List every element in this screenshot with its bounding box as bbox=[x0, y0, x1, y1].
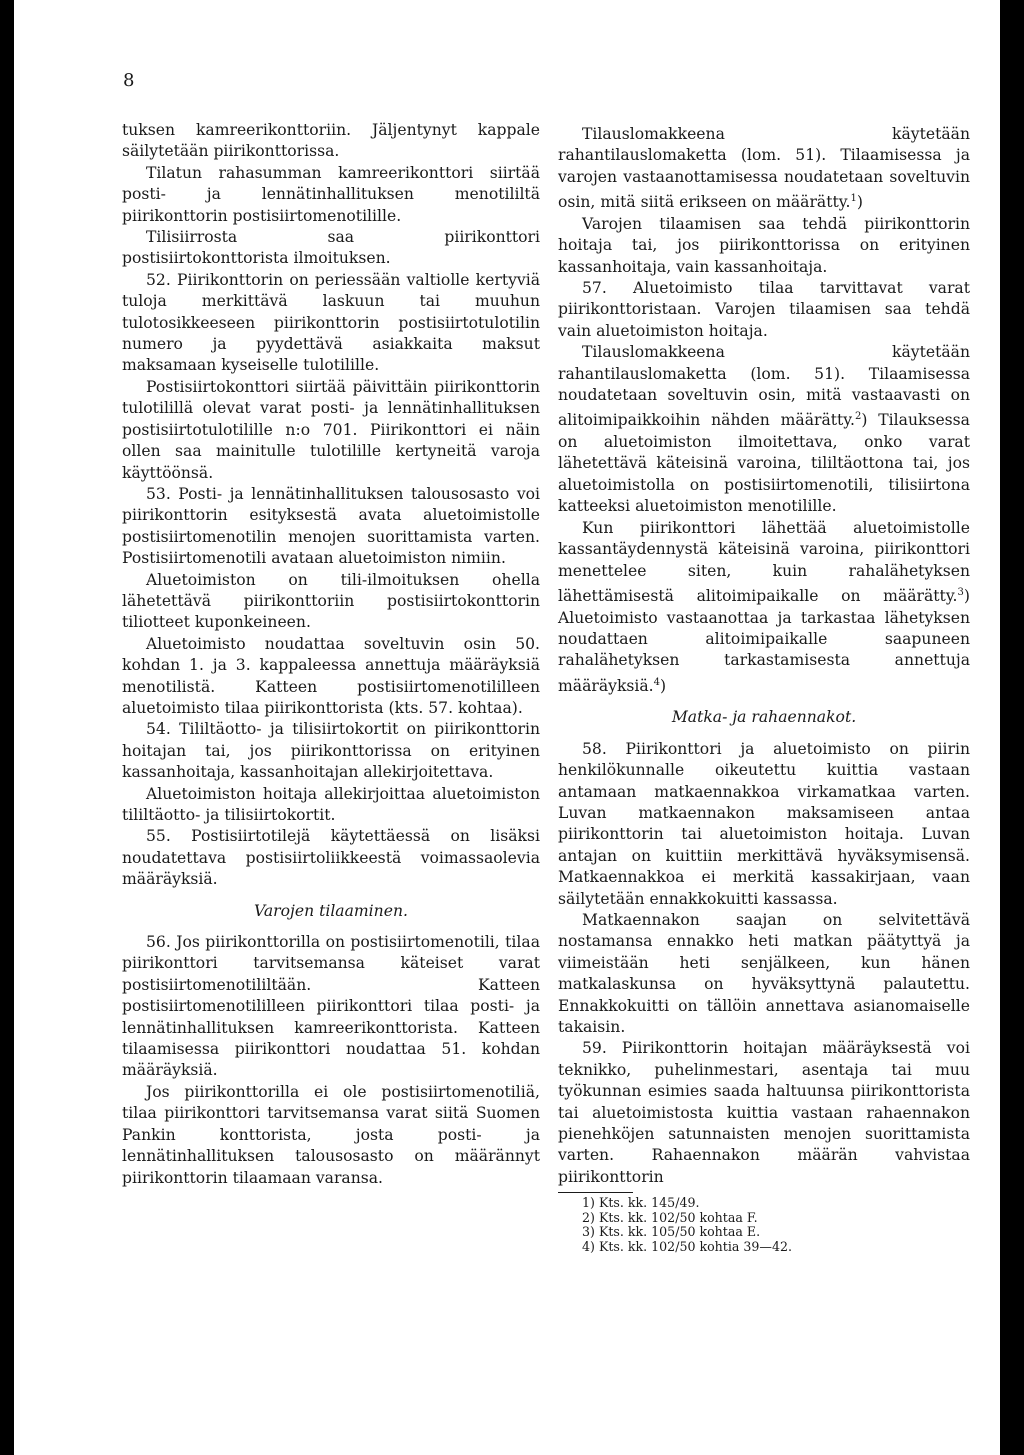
footnote-mark: 1) bbox=[582, 1195, 595, 1211]
paragraph: Postisiirtokonttori siirtää päivittäin piirikonttorin tulotilillä olevat varat posti- ja lennätinhallituksen postisiirtotulotilille n:o 701. Piirikonttori ei näin ollen saa mainitulle tulotilille kertyneitä varoja käyttöönsä. bbox=[122, 377, 540, 482]
left-column bbox=[122, 120, 540, 1189]
footnote-mark: 2) bbox=[582, 1209, 595, 1225]
paragraph bbox=[558, 342, 970, 517]
paragraph: Aluetoimisto noudattaa soveltuvin osin 50. kohdan 1. ja 3. kappaleessa annettuja määräyksiä menotilistä. Katteen postisiirtomenotililleen aluetoimisto tilaa piirikonttorista (kts. 57. kohtaa). bbox=[122, 634, 540, 717]
footnote-text: Kts. kk. 145/49. bbox=[598, 1195, 700, 1211]
text-run: Tilauslomakkeena käytetään rahantilauslomaketta (lom. 51). Tilaamisessa noudatetaan soveltuvin osin, mitä vastaavasti on alitoimipaikkoihin nähden määrätty. bbox=[558, 343, 970, 430]
footnote-ref: 2 bbox=[854, 411, 862, 423]
paragraph: Jos piirikonttorilla ei ole postisiirtomenotiliä, tilaa piirikonttori tarvitsemansa varat siitä Suomen Pankin konttorista, josta posti- ja lennätinhallituksen talousosasto on määrännyt piirikonttorin tilaamaan varansa. bbox=[122, 1082, 540, 1187]
text-run: ) Tilauksessa on aluetoimiston ilmoitettava, onko varat lähetettävä käteisinä varoina, tililtäottona tai, jos aluetoimistolla on postisiirtomenotili, tilisiirtona katteeksi aluetoimiston menotilille. bbox=[558, 411, 970, 516]
paragraph: 52. Piirikonttorin on periessään valtiolle kertyviä tuloja merkittävä laskuun tai muuhun tulotosikkeeseen piirikonttorin postisiirtotulotilin numero ja pyydettävä asiakkaita maksut maksamaan kyseiselle tulotilille. bbox=[122, 270, 540, 375]
footnote bbox=[558, 1196, 970, 1211]
paragraph: 54. Tililtäotto- ja tilisiirtokortit on piirikonttorin hoitajan tai, jos piirikonttorissa on erityinen kassanhoitaja, kassanhoitajan allekirjoitettava. bbox=[122, 720, 540, 782]
right-column bbox=[558, 124, 970, 1254]
footnote bbox=[558, 1240, 970, 1255]
footnote-text: Kts. kk. 102/50 kohtaa F. bbox=[598, 1209, 758, 1225]
footnote-text: Kts. kk. 102/50 kohtia 39—42. bbox=[598, 1238, 793, 1254]
footnote-ref: 4 bbox=[653, 676, 661, 688]
paragraph: Tilisiirrosta saa piirikonttori postisiirtokonttorista ilmoituksen. bbox=[122, 228, 540, 268]
paragraph bbox=[558, 124, 970, 214]
footnote-ref: 3 bbox=[957, 586, 964, 598]
footnote-divider bbox=[558, 1192, 633, 1193]
paragraph: Aluetoimiston on tili-ilmoituksen ohella lähetettävä piirikonttoriin postisiirtokonttorin tiliotteet kuponkeineen. bbox=[122, 570, 540, 632]
paragraph: 58. Piirikonttori ja aluetoimisto on piirin henkilökunnalle oikeutettu kuittia vastaan antamaan matkaennakkoa virkamatkaa varten. Luvan matkaennakon maksamiseen antaa piirikonttorin tai aluetoimiston hoitaja. Luvan antajan on kuittiin merkittävä hyväksymisensä. Matkaennakkoa ei merkitä kassakirjaan, vaan säilytetään ennakkokuitti kassassa. bbox=[558, 739, 970, 908]
footnote-mark: 3) bbox=[582, 1224, 595, 1240]
section-heading: Matka- ja rahaennakot. bbox=[671, 708, 857, 727]
text-run: Kun piirikonttori lähettää aluetoimistolle kassantäydennystä käteisinä varoina, piirikonttori menettelee siten, kuin rahalähetyksen lähettämisestä alitoimipaikalle on määrätty. bbox=[558, 518, 970, 606]
paragraph: tuksen kamreerikonttoriin. Jäljentynyt kappale säilytetään piirikonttorissa. bbox=[122, 121, 540, 161]
paragraph: 59. Piirikonttorin hoitajan määräyksestä voi teknikko, puhelinmestari, asentaja tai muu työkunnan esimies saada haltuunsa piirikonttorista tai aluetoimistosta kuittia vastaan rahaennakon pienehköjen satunnaisten menojen suorittamista varten. Rahaennakon määrän vahvistaa piirikonttorin bbox=[558, 1039, 970, 1186]
footnote-ref: 1 bbox=[850, 193, 857, 205]
paragraph: Varojen tilaamisen saa tehdä piirikonttorin hoitaja tai, jos piirikonttorissa on erityinen kassanhoitaja, vain kassanhoitaja. bbox=[558, 214, 970, 276]
paragraph bbox=[558, 518, 970, 698]
paragraph: 56. Jos piirikonttorilla on postisiirtomenotili, tilaa piirikonttori tarvitsemansa käteiset varat postisiirtomenotililtään. Katteen postisiirtomenotililleen piirikonttori tilaa posti- ja lennätinhallituksen kamreerikonttorista. Katteen tilaamisessa piirikonttori noudattaa 51. kohdan määräyksiä. bbox=[122, 933, 540, 1080]
paragraph: 57. Aluetoimisto tilaa tarvittavat varat piirikonttoristaan. Varojen tilaamisen saa tehdä vain aluetoimiston hoitaja. bbox=[558, 279, 970, 340]
footnote-text: Kts. kk. 105/50 kohtaa E. bbox=[598, 1224, 761, 1240]
footnote-mark: 4) bbox=[582, 1238, 595, 1254]
paragraph: Matkaennakon saajan on selvitettävä nostamansa ennakko heti matkan päätyttyä ja viimeistään heti senjälkeen, kun hänen matkalaskunsa on hyväksyttynä palautettu. Ennakkokuitti on tällöin annettava asianomaiselle takaisin. bbox=[558, 910, 970, 1036]
text-run: ) bbox=[856, 193, 863, 212]
paragraph: 53. Posti- ja lennätinhallituksen talousosasto voi piirikonttorin esityksestä avata aluetoimistolle postisiirtomenotilin menojen suorittamista varten. Postisiirtomenotili avataan aluetoimiston nimiin. bbox=[122, 484, 540, 568]
footnote bbox=[558, 1225, 970, 1240]
text-run: ) Aluetoimisto vastaanottaa ja tarkastaa lähetyksen noudattaen alitoimipaikalle saapuneen rahalähetyksen tarkastamisesta annettuja määräyksiä. bbox=[558, 587, 970, 695]
footnotes bbox=[558, 1192, 970, 1254]
page-number: 8 bbox=[123, 70, 135, 91]
text-run: Tilauslomakkeena käytetään rahantilauslomaketta (lom. 51). Tilaamisessa ja varojen vastaanottamisessa noudatetaan soveltuvin osin, mitä siitä erikseen on määrätty. bbox=[558, 125, 970, 212]
section-heading: Varojen tilaaminen. bbox=[254, 901, 408, 920]
scan-border-right bbox=[1000, 0, 1024, 1455]
paragraph: 55. Postisiirtotilejä käytettäessä on lisäksi noudatettava postisiirtoliikkeestä voimassaolevia määräyksiä. bbox=[122, 827, 540, 889]
footnote bbox=[558, 1211, 970, 1226]
text-run: ) bbox=[660, 676, 667, 695]
paragraph: Aluetoimiston hoitaja allekirjoittaa aluetoimiston tililtäotto- ja tilisiirtokortit. bbox=[122, 784, 540, 824]
scan-border-left bbox=[0, 0, 14, 1455]
paragraph: Tilatun rahasumman kamreerikonttori siirtää posti- ja lennätinhallituksen menotililtä piirikonttorin postisiirtomenotilille. bbox=[122, 163, 540, 225]
